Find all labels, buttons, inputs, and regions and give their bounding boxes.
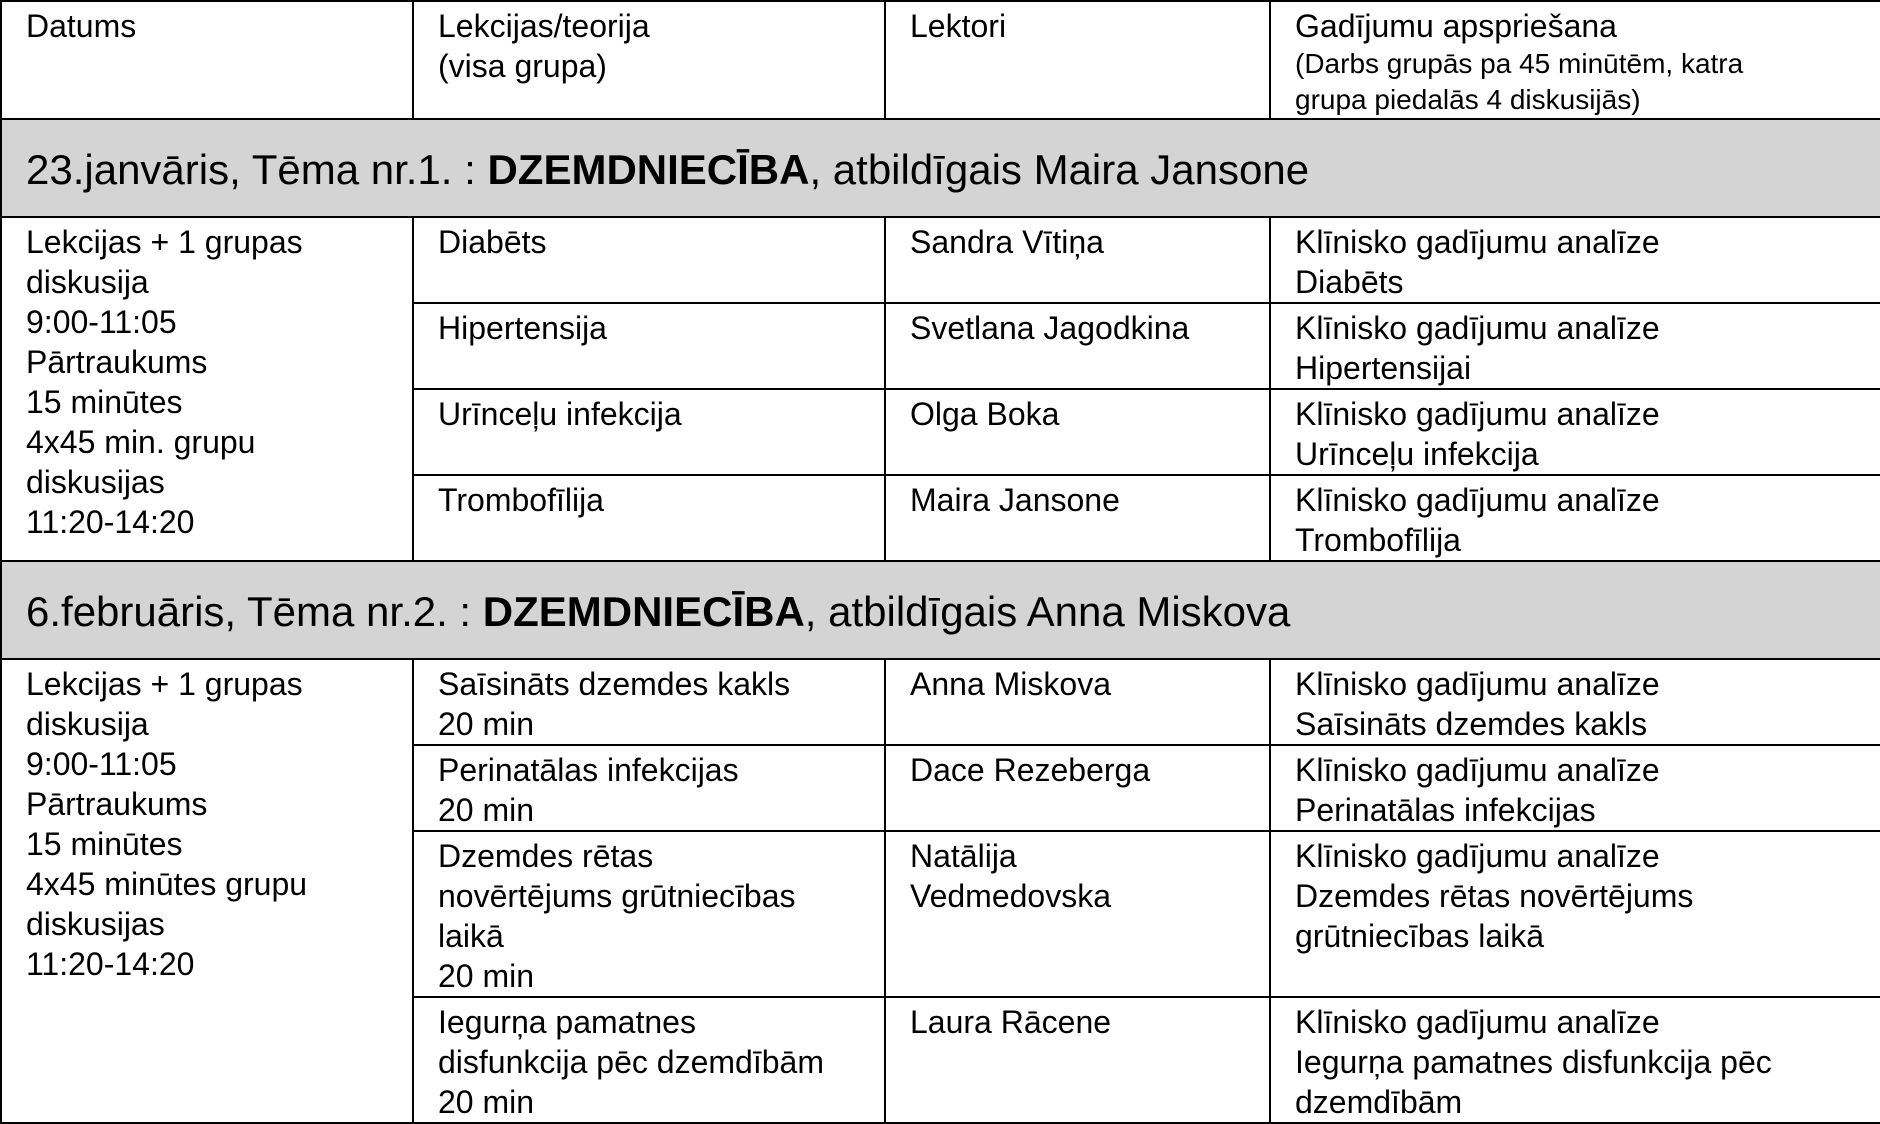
discussion-line: Klīnisko gadījumu analīze [1295, 224, 1660, 260]
discussion-line: Iegurņa pamatnes disfunkcija pēc [1295, 1044, 1772, 1080]
header-date [1, 1, 413, 119]
header-discussion-sub-1: (Darbs grupās pa 45 minūtēm, katra [1295, 48, 1744, 79]
schedule-line: Lekcijas + 1 grupas [26, 666, 303, 702]
schedule-line: 11:20-14:20 [26, 946, 195, 982]
discussion-cell [1270, 217, 1880, 303]
discussion-cell [1270, 475, 1880, 561]
discussion-line: Hipertensijai [1295, 350, 1472, 386]
section-heading-2 [1, 561, 1880, 659]
lecturer-name: Dace Rezeberga [910, 752, 1151, 788]
lecture-title: Trombofīlija [438, 482, 604, 518]
header-lectures-line-2: (visa grupa) [438, 48, 607, 84]
header-discussion [1270, 1, 1880, 119]
lecture-title: novērtējums grūtniecības [438, 878, 796, 914]
lecturer-name: Anna Miskova [910, 666, 1111, 702]
section-heading-1 [1, 119, 1880, 217]
lecture-duration: 20 min [438, 958, 535, 994]
schedule-line: 4x45 min. grupu [26, 424, 256, 460]
discussion-line: Diabēts [1295, 264, 1404, 300]
schedule-line: Pārtraukums [26, 344, 208, 380]
lecturer-name: Sandra Vītiņa [910, 224, 1104, 260]
header-lectures-line-1: Lekcijas/teorija [438, 8, 650, 44]
header-discussion-sub-2: grupa piedalās 4 diskusijās) [1295, 84, 1641, 115]
lecture-title: laikā [438, 918, 504, 954]
table-row [1, 217, 1880, 303]
lecture-title: Urīnceļu infekcija [438, 396, 682, 432]
lecture-cell [413, 475, 885, 561]
section-heading-cell [1, 561, 1880, 659]
discussion-line: Saīsināts dzemdes kakls [1295, 706, 1648, 742]
lecture-cell [413, 831, 885, 997]
lecture-cell [413, 745, 885, 831]
discussion-line: Klīnisko gadījumu analīze [1295, 666, 1660, 702]
lecturer-cell [885, 997, 1270, 1123]
discussion-cell [1270, 659, 1880, 745]
lecture-cell [413, 303, 885, 389]
schedule-line: Pārtraukums [26, 786, 208, 822]
lecture-cell [413, 217, 885, 303]
lecture-title: Dzemdes rētas [438, 838, 654, 874]
schedule-line: 15 minūtes [26, 384, 183, 420]
discussion-cell [1270, 745, 1880, 831]
schedule-line: 9:00-11:05 [26, 746, 177, 782]
lecture-title: Perinatālas infekcijas [438, 752, 739, 788]
discussion-cell [1270, 389, 1880, 475]
lecturer-cell [885, 659, 1270, 745]
lecturer-cell [885, 389, 1270, 475]
lecture-title: disfunkcija pēc dzemdībām [438, 1044, 824, 1080]
schedule-line: 4x45 minūtes grupu [26, 866, 308, 902]
lecturer-name: Natālija [910, 838, 1017, 874]
lecture-duration: 20 min [438, 792, 535, 828]
lecturer-cell [885, 217, 1270, 303]
section-responsible: , atbildīgais Maira Jansone [809, 146, 1310, 193]
section-subject: DZEMDNIECĪBA [482, 588, 805, 635]
lecture-cell [413, 659, 885, 745]
header-lecturers [885, 1, 1270, 119]
lecture-title: Diabēts [438, 224, 547, 260]
schedule-line: diskusijas [26, 906, 165, 942]
schedule-line: Lekcijas + 1 grupas [26, 224, 303, 260]
lecture-cell [413, 389, 885, 475]
lecture-cell [413, 997, 885, 1123]
lecturer-name: Vedmedovska [910, 878, 1112, 914]
discussion-line: Klīnisko gadījumu analīze [1295, 752, 1660, 788]
section-responsible: , atbildīgais Anna Miskova [804, 588, 1291, 635]
lecturer-name: Laura Rācene [910, 1004, 1112, 1040]
schedule-line: 9:00-11:05 [26, 304, 177, 340]
schedule-cell [1, 217, 413, 561]
discussion-line: grūtniecības laikā [1295, 918, 1545, 954]
lecture-duration: 20 min [438, 1084, 535, 1120]
discussion-cell [1270, 831, 1880, 997]
schedule-cell [1, 659, 413, 1123]
schedule-line: diskusija [26, 264, 149, 300]
discussion-line: Klīnisko gadījumu analīze [1295, 310, 1660, 346]
discussion-line: Klīnisko gadījumu analīze [1295, 838, 1660, 874]
discussion-cell [1270, 303, 1880, 389]
discussion-line: dzemdībām [1295, 1084, 1463, 1120]
section-heading-cell [1, 119, 1880, 217]
header-lecturers-label: Lektori [910, 8, 1007, 44]
lecturer-cell [885, 475, 1270, 561]
lecturer-cell [885, 745, 1270, 831]
discussion-cell [1270, 997, 1880, 1123]
section-subject: DZEMDNIECĪBA [487, 146, 810, 193]
lecture-title: Saīsināts dzemdes kakls [438, 666, 791, 702]
table-row [1, 659, 1880, 745]
lecture-title: Hipertensija [438, 310, 607, 346]
discussion-line: Urīnceļu infekcija [1295, 436, 1539, 472]
schedule-line: 15 minūtes [26, 826, 183, 862]
lecturer-cell [885, 303, 1270, 389]
header-discussion-title: Gadījumu apspriešana [1295, 8, 1617, 44]
discussion-line: Klīnisko gadījumu analīze [1295, 482, 1660, 518]
lecture-duration: 20 min [438, 706, 535, 742]
lecturer-name: Svetlana Jagodkina [910, 310, 1190, 346]
discussion-line: Klīnisko gadījumu analīze [1295, 396, 1660, 432]
discussion-line: Klīnisko gadījumu analīze [1295, 1004, 1660, 1040]
schedule-line: diskusija [26, 706, 149, 742]
section-date-topic: 6.februāris, Tēma nr.2. : [26, 588, 483, 635]
lecture-title: Iegurņa pamatnes [438, 1004, 696, 1040]
discussion-line: Trombofīlija [1295, 522, 1461, 558]
schedule-line: diskusijas [26, 464, 165, 500]
discussion-line: Perinatālas infekcijas [1295, 792, 1596, 828]
section-date-topic: 23.janvāris, Tēma nr.1. : [26, 146, 488, 193]
header-row [1, 1, 1880, 119]
header-date-label: Datums [26, 8, 137, 44]
lecturer-cell [885, 831, 1270, 997]
lecturer-name: Olga Boka [910, 396, 1060, 432]
schedule-line: 11:20-14:20 [26, 504, 195, 540]
discussion-line: Dzemdes rētas novērtējums [1295, 878, 1694, 914]
header-lectures [413, 1, 885, 119]
lecturer-name: Maira Jansone [910, 482, 1120, 518]
